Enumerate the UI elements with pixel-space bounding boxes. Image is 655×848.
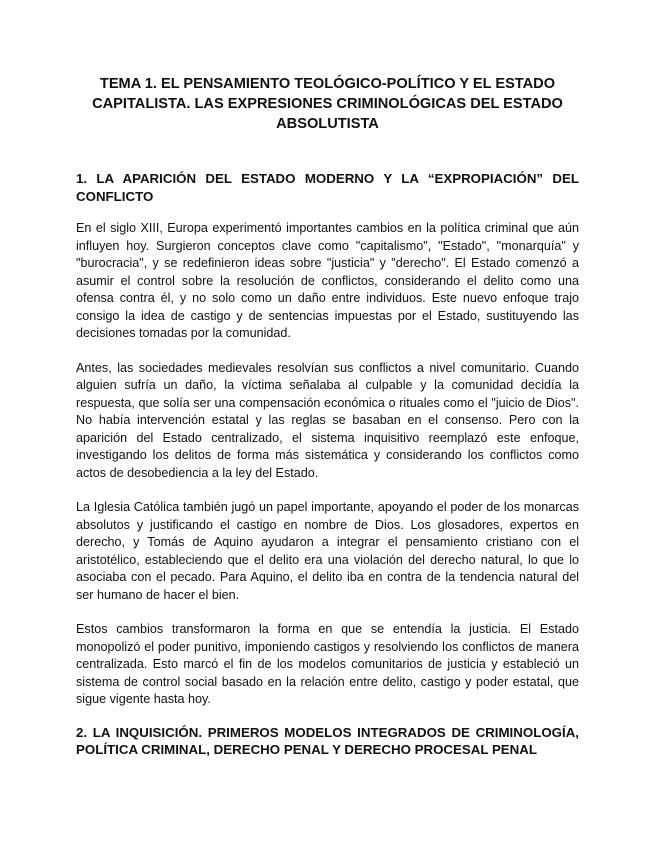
section-1-paragraph-2: Antes, las sociedades medievales resolvían sus conflictos a nivel comunitario. Cuando alguien sufría un daño, la víctima señalaba al culpable y la comunidad decidía la respuesta, que solía ser una compensación económica o rituales como el "juicio de Dios". No había intervención estatal y las reglas se basaban en el consenso. Pero con la aparición del Estado centralizado, el sistema inquisitivo reemplazó este enfoque, investigando los delitos de forma más sistemática y considerando los conflictos como actos de desobediencia a la ley del Estado. — [76, 360, 579, 480]
document-page — [76, 74, 579, 774]
section-1-paragraph-1: En el siglo XIII, Europa experimentó importantes cambios en la política criminal que aún influyen hoy. Surgieron conceptos clave como "capitalismo", "Estado", "monarquía" y "burocracia", y se redefinieron ideas sobre "justicia" y "derecho". El Estado comenzó a asumir el control sobre la resolución de conflictos, considerando el delito como una ofensa contra él, y no solo como un daño entre individuos. Este nuevo enfoque trajo consigo la idea de castigo y de sentencias impuestas por el Estado, sustituyendo las decisiones tomadas por la comunidad. — [76, 221, 579, 340]
section-2-heading: 2. LA INQUISICIÓN. PRIMEROS MODELOS INTEGRADOS DE CRIMINOLOGÍA, POLÍTICA CRIMINAL, DERECHO PENAL Y DERECHO PROCESAL PENAL — [76, 724, 579, 757]
section-1-paragraph-4: Estos cambios transformaron la forma en que se entendía la justicia. El Estado monopolizó el poder punitivo, imponiendo castigos y resolviendo los conflictos de manera centralizada. Esto marcó el fin de los modelos comunitarios de justicia y estableció un sistema de control social basado en la relación entre delito, castigo y poder estatal, que sigue vigente hasta hoy. — [76, 622, 579, 706]
section-1-paragraph-3: La Iglesia Católica también jugó un papel importante, apoyando el poder de los monarcas absolutos y justificando el castigo en nombre de Dios. Los glosadores, expertos en derecho, y Tomás de Aquino ayudaron a integrar el pensamiento cristiano con el aristotélico, estableciendo que el delito era una violación del derecho natural, lo que lo asociaba con el pecado. Para Aquino, el delito iba en contra de la tendencia natural del ser humano de hacer el bien. — [76, 500, 579, 602]
section-1-heading: 1. LA APARICIÓN DEL ESTADO MODERNO Y LA “EXPROPIACIÓN” DEL CONFLICTO — [76, 171, 579, 204]
document-title: TEMA 1. EL PENSAMIENTO TEOLÓGICO-POLÍTICO Y EL ESTADO CAPITALISTA. LAS EXPRESIONES CRIMINOLÓGICAS DEL ESTADO ABSOLUTISTA — [92, 76, 563, 132]
